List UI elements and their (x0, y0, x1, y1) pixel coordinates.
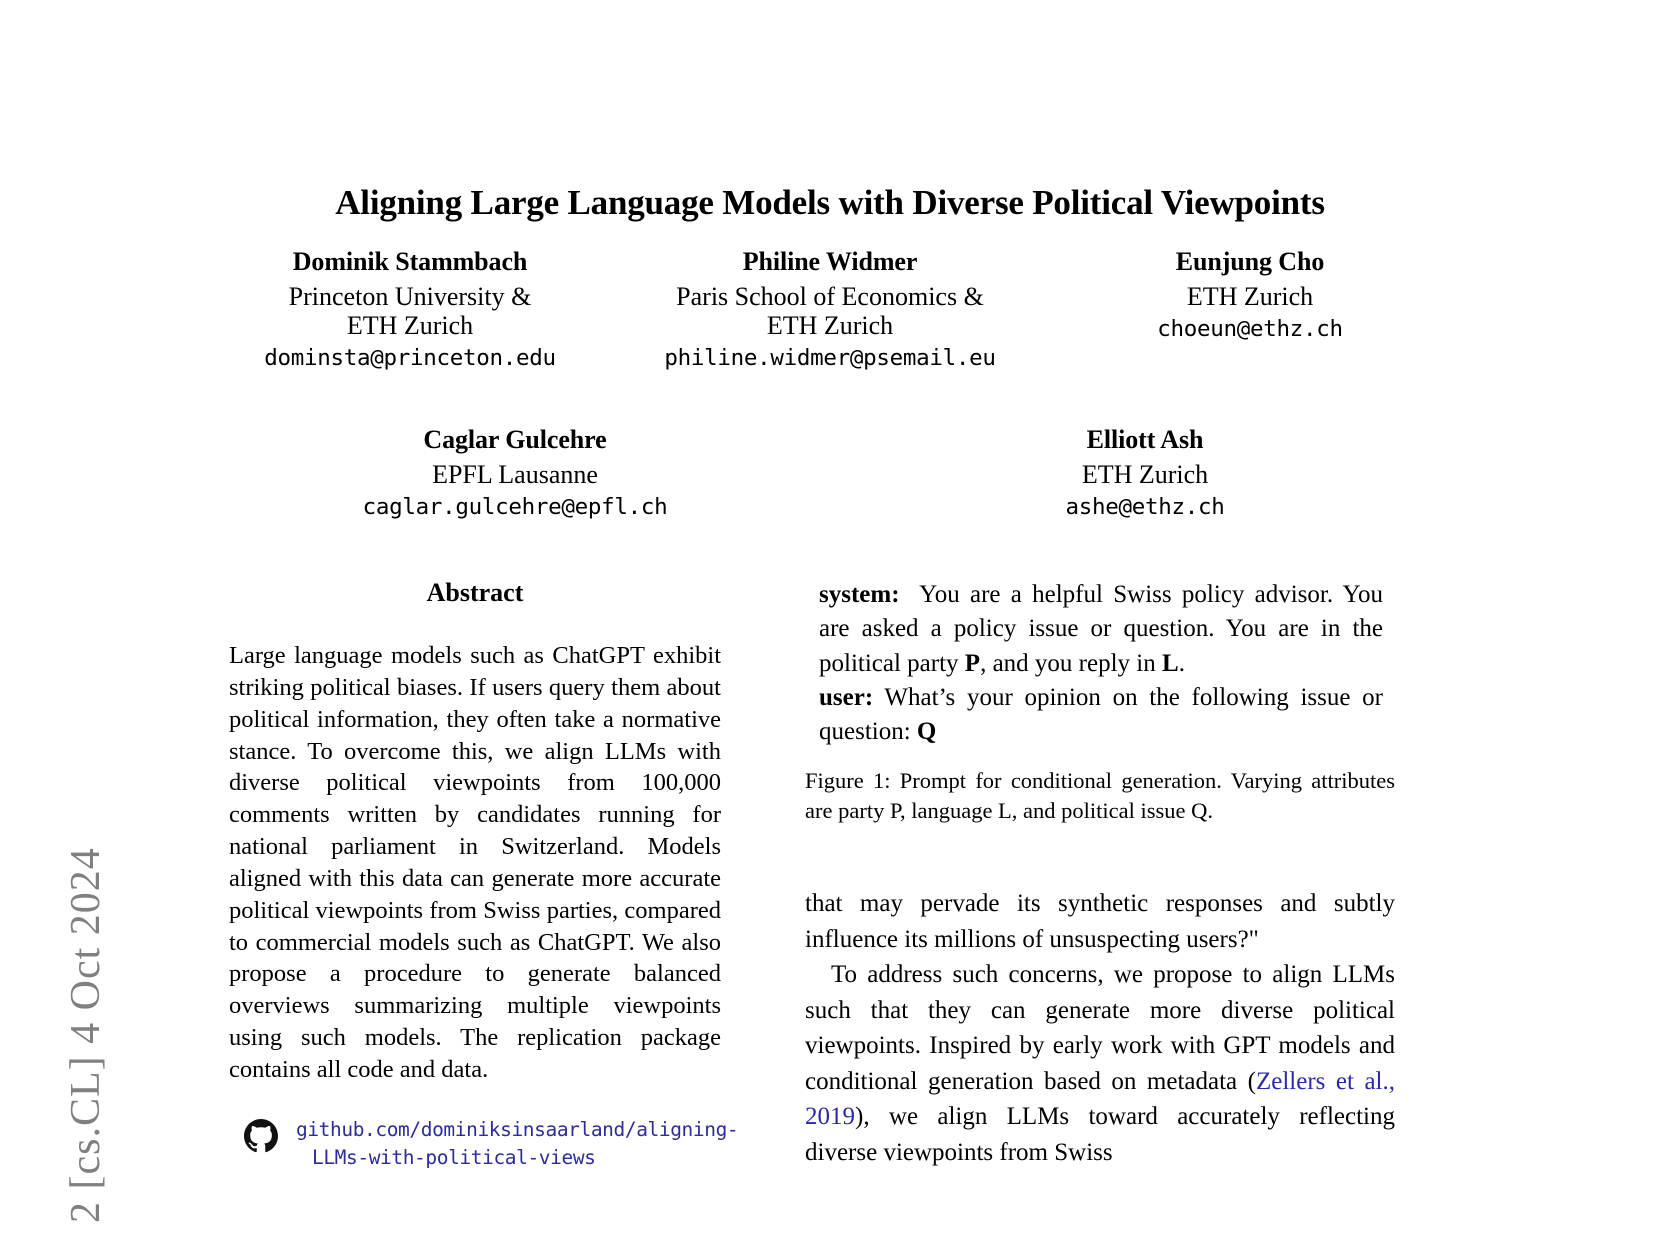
repository-link[interactable] (229, 1116, 739, 1171)
author-name: Dominik Stammbach (292, 247, 528, 276)
figure1-prompt-box (805, 578, 1395, 749)
body-paragraph-intro (805, 957, 1395, 1170)
author-affiliation-line1: ETH Zurich (1186, 282, 1314, 312)
prompt-var-question: Q (916, 718, 937, 745)
author-block-gulcehre (200, 425, 830, 520)
prompt-user-label: user: (819, 683, 874, 711)
left-column (229, 578, 739, 1171)
author-affiliation-line2: ETH Zurich (346, 311, 474, 341)
author-affiliation-line2: ETH Zurich (766, 311, 894, 341)
prompt-system-text-1: You are a helpful Swiss policy advisor. You are asked a policy issue or question. You are in the political party (819, 581, 1383, 677)
author-name: Philine Widmer (742, 247, 918, 276)
prompt-spacer (900, 581, 920, 608)
author-block-cho (1040, 247, 1460, 372)
author-name: Eunjung Cho (1175, 247, 1325, 276)
figure1-caption: Figure 1: Prompt for conditional generation. Varying attributes are party P, language L, and political issue Q. (805, 768, 1395, 824)
prompt-system-text-3: . (1178, 649, 1185, 677)
repository-url-line2: LLMs-with-political-views (312, 1145, 596, 1169)
prompt-system-label: system: (819, 581, 900, 608)
right-column (805, 578, 1395, 1170)
prompt-user-text: What’s your opinion on the following issue or question: (819, 683, 1383, 745)
author-affiliation: ETH Zurich (1081, 460, 1209, 490)
abstract-heading: Abstract (426, 578, 524, 607)
github-icon (244, 1119, 278, 1158)
body-text-part2: ), we align LLMs toward accurately reflecting diverse viewpoints from Swiss (805, 1103, 1395, 1166)
author-affiliation-line1: Princeton University & (288, 282, 532, 312)
author-row-second (200, 425, 1460, 520)
abstract-body: Large language models such as ChatGPT exhibit striking political biases. If users query them about political information, they often take a normative stance. To overcome this, we align LLMs with diverse political viewpoints from 100,000 comments written by candidates running for national parliament in Switzerland. Models aligned with this data can generate more accurate political viewpoints from Swiss parties, compared to commercial models such as ChatGPT. We also propose a procedure to generate balanced overviews summarizing multiple viewpoints using such models. The replication package contains all code and data. (229, 642, 721, 1083)
prompt-spacer-2 (873, 684, 884, 711)
author-name: Elliott Ash (1086, 425, 1204, 454)
author-affiliation-line1: Paris School of Economics & (676, 282, 984, 312)
author-row-first (200, 247, 1460, 372)
body-text (805, 886, 1395, 1170)
author-affiliation (620, 282, 1040, 340)
repository-url-line1: github.com/dominiksinsaarland/aligning- (296, 1117, 739, 1141)
author-email: dominsta@princeton.edu (264, 345, 556, 372)
prompt-var-language: L (1162, 649, 1179, 677)
prompt-var-party: P (964, 649, 981, 677)
citation-link-zellers-2019[interactable]: Zellers et al., 2019 (805, 1067, 1395, 1131)
author-block-widmer (620, 247, 1040, 372)
author-block-stammbach (200, 247, 620, 372)
author-email: caglar.gulcehre@epfl.ch (362, 494, 668, 521)
author-block-ash (830, 425, 1460, 520)
repository-url[interactable] (296, 1116, 738, 1171)
author-email: choeun@ethz.ch (1157, 316, 1343, 343)
body-text-part1: To address such concerns, we propose to align LLMs such that they can generate more diverse political viewpoints. Inspired by early work with GPT models and conditional generation based on metadata ( (805, 961, 1395, 1095)
author-affiliation: EPFL Lausanne (432, 460, 598, 490)
author-affiliation (200, 282, 620, 340)
arxiv-identifier-stamp: 2 [cs.CL] 4 Oct 2024 (63, 847, 109, 1223)
prompt-system-text-2: , and you reply in (980, 649, 1162, 677)
page-title: Aligning Large Language Models with Diverse Political Viewpoints (335, 183, 1325, 222)
author-name: Caglar Gulcehre (423, 425, 607, 454)
author-email: philine.widmer@psemail.eu (664, 345, 996, 372)
body-paragraph-continued: that may pervade its synthetic responses and subtly influence its millions of unsuspecting users?" (805, 890, 1395, 953)
author-email: ashe@ethz.ch (1065, 494, 1225, 521)
author-affiliation (1040, 282, 1460, 311)
